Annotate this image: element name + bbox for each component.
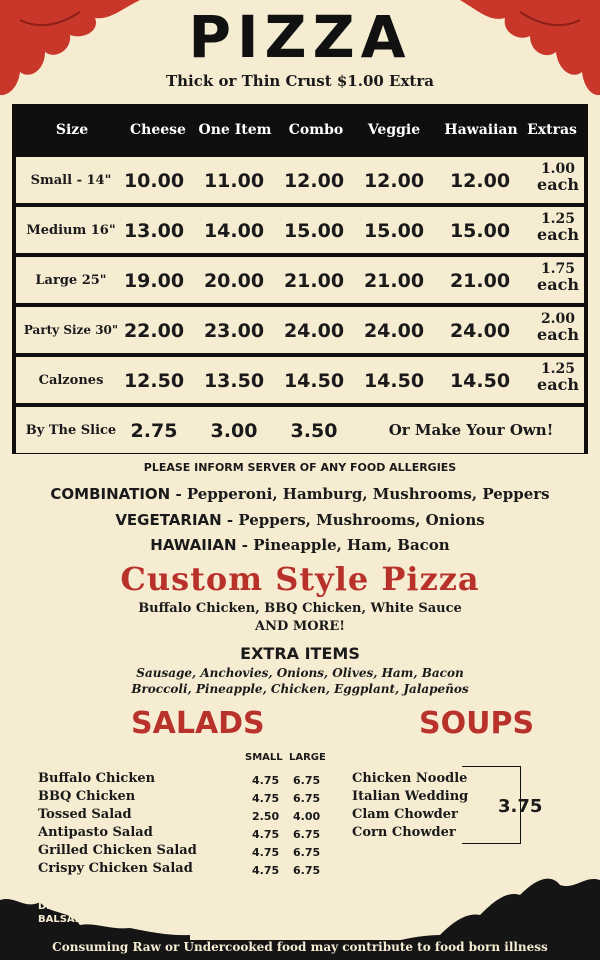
salad-small-price: 4.75 [252,774,280,787]
custom-pizza-more: AND MORE! [255,619,345,634]
extra-items-line: Sausage, Anchovies, Onions, Olives, Ham, Bacon [136,666,464,680]
salad-small-price: 4.75 [252,864,280,877]
price-cheese: 22.00 [123,320,185,342]
size-label: Small - 14" [30,173,112,188]
combo-description: VEGETARIAN - Peppers, Mushrooms, Onions [115,511,485,529]
salad-name: Tossed Salad [38,807,132,822]
price-combo: 14.50 [283,370,345,392]
combo-items: Peppers, Mushrooms, Onions [238,511,485,529]
slice-price-combo: 3.50 [290,420,338,442]
food-safety-footer: Consuming Raw or Undercooked food may contribute to food born illness [52,940,548,954]
table-row [16,257,584,303]
extras-unit: each [537,375,579,394]
col-header-combo: Combo [288,122,344,138]
col-header-hawaiian: Hawaiian [444,122,518,138]
table-row [16,207,584,253]
price-one-item: 20.00 [203,270,265,292]
combo-items: Pineapple, Ham, Bacon [253,536,450,554]
custom-pizza-title: Custom Style Pizza [120,560,480,598]
size-label: Large 25" [35,273,107,288]
price-hawaiian: 12.00 [449,170,511,192]
salad-large-price: 6.75 [293,828,321,841]
price-veggie: 14.50 [363,370,425,392]
extras-unit: each [537,325,579,344]
combo-name: COMBINATION [50,485,171,503]
combo-name: VEGETARIAN [115,511,222,529]
price-hawaiian: 14.50 [449,370,511,392]
price-combo: 15.00 [283,220,345,242]
table-row [16,157,584,203]
combo-description: HAWAIIAN - Pineapple, Ham, Bacon [150,536,450,554]
salad-large-price: 6.75 [293,774,321,787]
price-hawaiian: 15.00 [449,220,511,242]
col-header-one-item: One Item [198,122,272,138]
extras-amount: 1.00 [540,161,576,177]
table-row [16,307,584,353]
price-one-item: 11.00 [203,170,265,192]
extras-unit: each [537,175,579,194]
price-veggie: 21.00 [363,270,425,292]
slice-row [16,407,584,453]
extras-amount: 1.25 [540,211,576,227]
price-one-item: 14.00 [203,220,265,242]
extra-items-line: Broccoli, Pineapple, Chicken, Eggplant, Jalapeños [131,682,469,696]
soups-title: SOUPS [419,706,535,741]
col-header-veggie: Veggie [367,122,421,138]
size-label: Medium 16" [26,223,116,238]
salad-large-price: 6.75 [293,864,321,877]
slice-price-one-item: 3.00 [210,420,258,442]
price-one-item: 13.50 [203,370,265,392]
make-your-own-note: Or Make Your Own! [388,421,554,439]
salad-name: Antipasto Salad [38,825,153,840]
salad-name: Buffalo Chicken [38,771,156,786]
price-table-header [12,104,588,154]
soup-name: Corn Chowder [352,825,456,840]
extras-price [533,261,583,294]
combo-items: Pepperoni, Hamburg, Mushrooms, Peppers [186,485,550,503]
extras-price [533,161,583,194]
price-hawaiian: 24.00 [449,320,511,342]
salad-name: Grilled Chicken Salad [38,843,197,858]
size-label: Party Size 30" [23,323,119,337]
col-header-extras: Extras [527,122,577,138]
price-combo: 12.00 [283,170,345,192]
custom-pizza-options: Buffalo Chicken, BBQ Chicken, White Sauce [138,601,462,616]
extras-amount: 1.25 [540,361,576,377]
slice-label: By The Slice [25,423,117,438]
soup-name: Clam Chowder [352,807,458,822]
salad-large-price: 4.00 [293,810,321,823]
price-veggie: 12.00 [363,170,425,192]
combo-description: COMBINATION - Pepperoni, Hamburg, Mushrooms, Peppers [50,485,550,503]
col-header-cheese: Cheese [130,122,186,138]
price-cheese: 13.00 [123,220,185,242]
salad-small-price: 4.75 [252,828,280,841]
price-one-item: 23.00 [203,320,265,342]
salad-col-large: LARGE [289,752,326,763]
extras-unit: each [537,275,579,294]
combo-name: HAWAIIAN [150,536,237,554]
price-cheese: 12.50 [123,370,185,392]
price-cheese: 19.00 [123,270,185,292]
price-combo: 21.00 [283,270,345,292]
extras-price [533,361,583,394]
extras-amount: 1.75 [540,261,576,277]
price-veggie: 15.00 [363,220,425,242]
salad-name: Crispy Chicken Salad [38,861,193,876]
extra-items-title: EXTRA ITEMS [240,644,360,663]
price-combo: 24.00 [283,320,345,342]
extras-price [533,211,583,244]
salad-large-price: 6.75 [293,792,321,805]
price-veggie: 24.00 [363,320,425,342]
salad-protein-note: (GRILLED OR CRISPY) [46,884,143,893]
allergy-notice: PLEASE INFORM SERVER OF ANY FOOD ALLERGIES [143,461,457,474]
price-hawaiian: 21.00 [449,270,511,292]
page-title: PIZZA [188,3,412,71]
salad-small-price: 4.75 [252,846,280,859]
salad-name: BBQ Chicken [38,789,136,804]
soup-price: 3.75 [498,796,543,817]
salad-small-price: 2.50 [252,810,280,823]
dressings-line: BALSAMIC, THOUSAND ISLAND, CAESAR [38,914,264,925]
price-board [12,104,588,454]
table-row [16,357,584,403]
soup-name: Chicken Noodle [352,771,468,786]
salad-large-price: 6.75 [293,846,321,859]
extras-amount: 2.00 [540,311,576,327]
dressings-line: DRESSINGS: ITALIAN, RANCH, BLUE CHEESE [38,901,284,912]
soup-name: Italian Wedding [352,789,469,804]
size-label: Calzones [38,373,104,388]
price-cheese: 10.00 [123,170,185,192]
salad-col-small: SMALL [245,752,283,763]
slice-price-cheese: 2.75 [130,420,178,442]
col-header-size: Size [55,122,89,138]
crust-note: Thick or Thin Crust $1.00 Extra [165,72,434,90]
extras-unit: each [537,225,579,244]
salads-title: SALADS [131,706,265,741]
salad-small-price: 4.75 [252,792,280,805]
extras-price [533,311,583,344]
